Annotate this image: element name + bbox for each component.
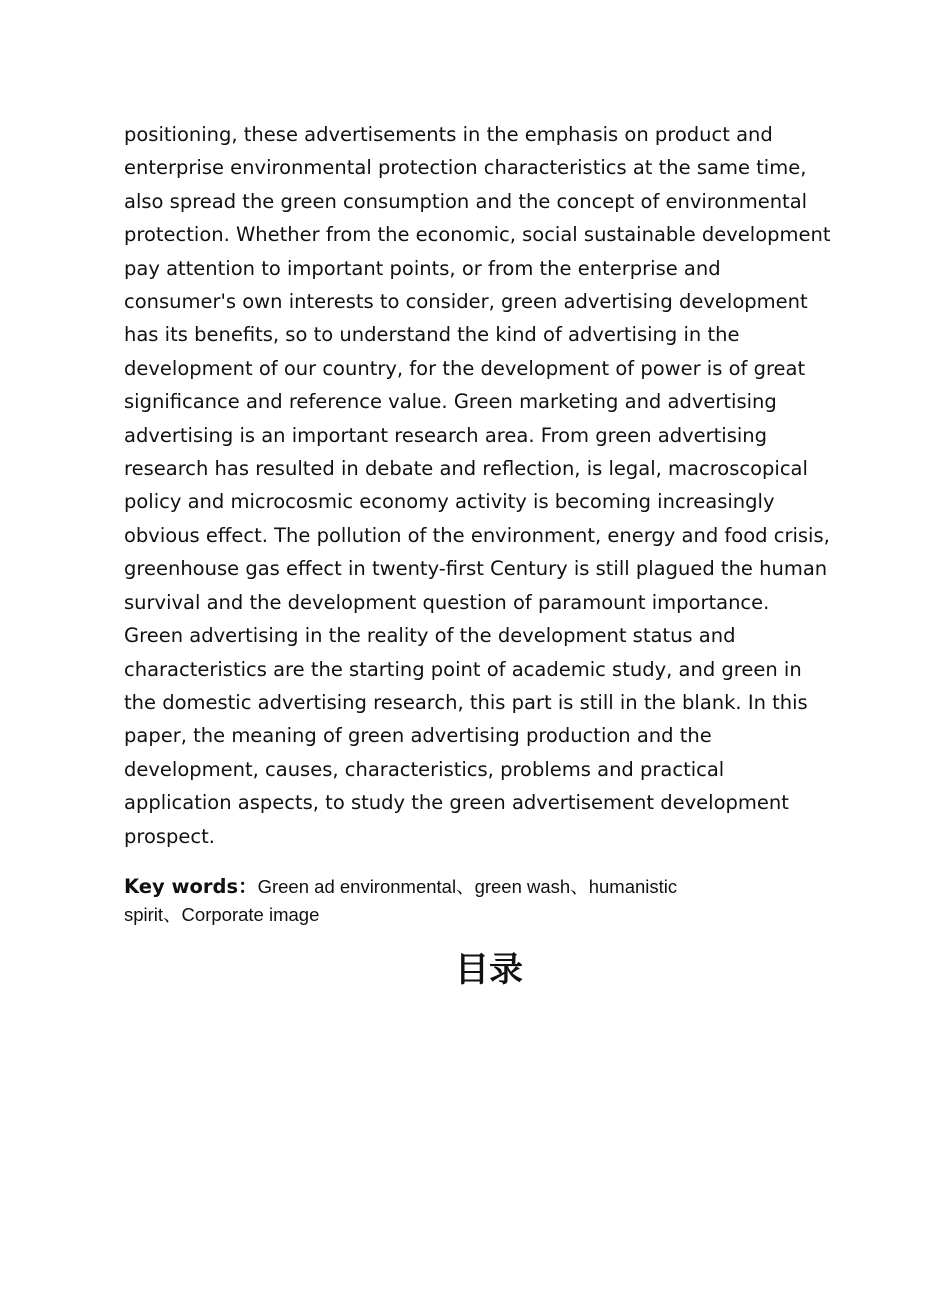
abstract-body-text: positioning, these advertisements in the emphasis on product and enterprise environmental protection characteristics at the same time, also spread the green consumption and the concept of environmental protection. Whether from the economic, social sustainable development pay attention to important points, or from the enterprise and consumer's own interests to consider, green advertising development has its benefits, so to understand the kind of advertising in the development of our country, for the development of power is of great significance and reference value. Green marketing and advertising advertising is an important research area. From green advertising research has resulted in debate and reflection, is legal, macroscopical policy and microcosmic economy activity is becoming increasingly obvious effect. The pollution of the environment, energy and food crisis, greenhouse gas effect in twenty-first Century is still plagued the human survival and the development question of paramount importance. Green advertising in the reality of the development status and characteristics are the starting point of academic study, and green in the domestic advertising research, this part is still in the blank. In this paper, the meaning of green advertising production and the development, causes, characteristics, problems and practical application aspects, to study the green advertisement development prospect. — [124, 123, 831, 848]
keywords-list: Green ad environmental、green wash、humanistic spirit、Corporate image — [124, 876, 678, 925]
keywords-label: Key words： — [124, 875, 258, 898]
table-of-contents-title: 目录 — [455, 950, 523, 990]
keywords-line — [124, 874, 764, 930]
